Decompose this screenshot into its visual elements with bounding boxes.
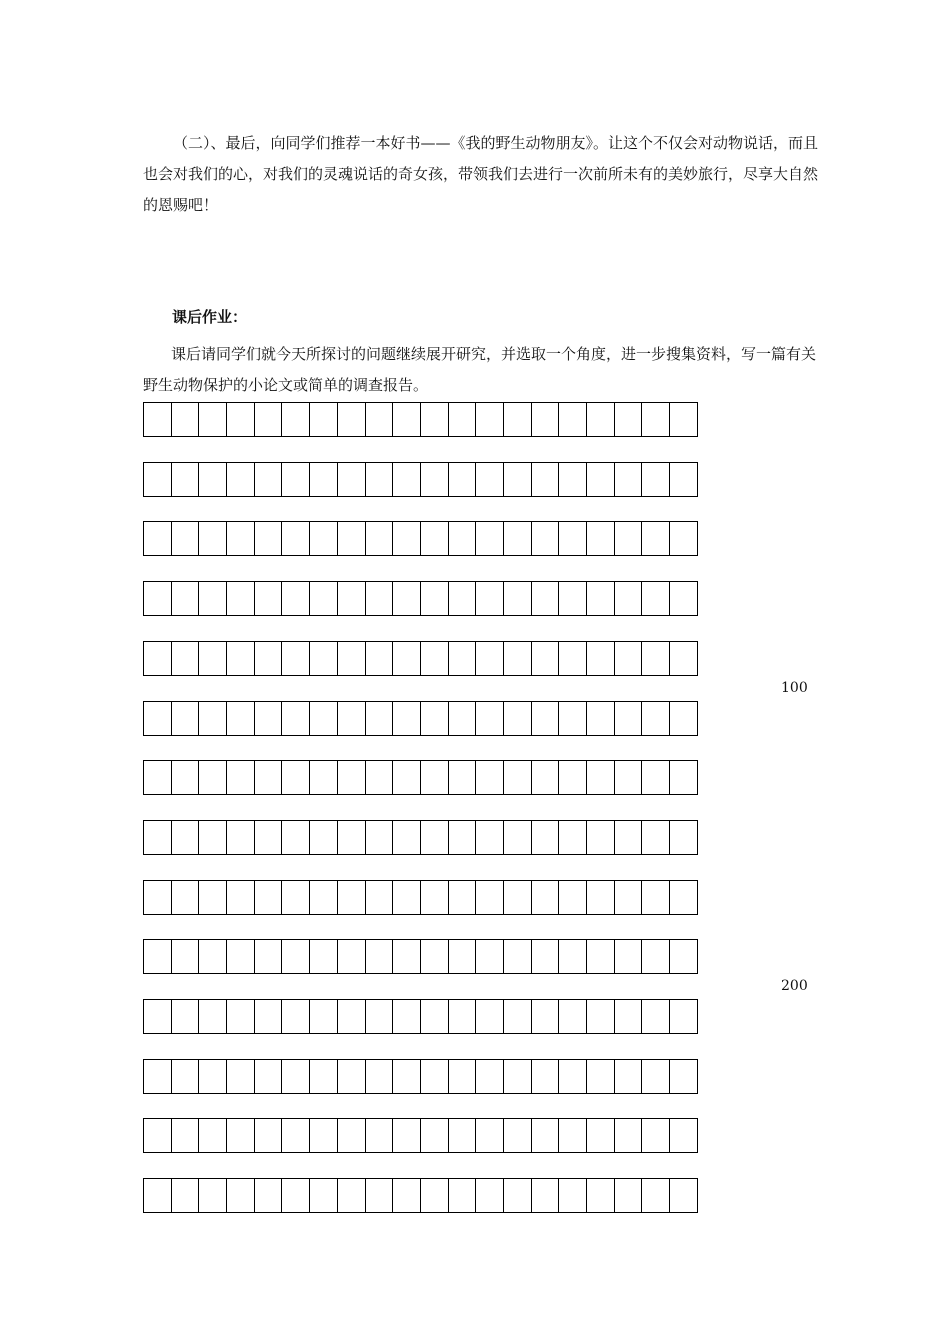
grid-cell[interactable]	[337, 521, 366, 556]
grid-cell[interactable]	[531, 939, 560, 974]
grid-cell[interactable]	[475, 999, 504, 1034]
grid-cell[interactable]	[669, 641, 698, 676]
grid-cell[interactable]	[503, 521, 532, 556]
grid-cell[interactable]	[198, 402, 227, 437]
grid-cell[interactable]	[226, 462, 255, 497]
grid-cell[interactable]	[365, 880, 394, 915]
grid-cell[interactable]	[365, 581, 394, 616]
grid-cell[interactable]	[586, 999, 615, 1034]
grid-cell[interactable]	[143, 641, 172, 676]
grid-cell[interactable]	[586, 760, 615, 795]
grid-cell[interactable]	[641, 820, 670, 855]
grid-cell[interactable]	[309, 1118, 338, 1153]
grid-cell[interactable]	[143, 1118, 172, 1153]
grid-cell[interactable]	[171, 1059, 200, 1094]
grid-cell[interactable]	[531, 820, 560, 855]
grid-cell[interactable]	[392, 1118, 421, 1153]
grid-cell[interactable]	[558, 1118, 587, 1153]
grid-cell[interactable]	[281, 462, 310, 497]
grid-cell[interactable]	[365, 760, 394, 795]
grid-cell[interactable]	[254, 1118, 283, 1153]
grid-cell[interactable]	[558, 820, 587, 855]
grid-cell[interactable]	[641, 1059, 670, 1094]
recommendation-paragraph: （二）、最后，向同学们推荐一本好书——《我的野生动物朋友》。让这个不仅会对动物说话，而且也会对我们的心，对我们的灵魂说话的奇女孩，带领我们去进行一次前所未有的美妙旅行，尽享大自然的恩赐吧！	[143, 134, 819, 214]
grid-cell[interactable]	[254, 1178, 283, 1213]
grid-cell[interactable]	[420, 1059, 449, 1094]
grid-cell[interactable]	[420, 581, 449, 616]
grid-cell[interactable]	[226, 820, 255, 855]
grid-row	[143, 880, 698, 915]
grid-row	[143, 402, 698, 437]
grid-cell[interactable]	[281, 999, 310, 1034]
grid-cell[interactable]	[641, 701, 670, 736]
grid-cell[interactable]	[143, 820, 172, 855]
grid-cell[interactable]	[641, 1178, 670, 1213]
grid-cell[interactable]	[309, 820, 338, 855]
grid-cell[interactable]	[475, 1118, 504, 1153]
grid-cell[interactable]	[420, 880, 449, 915]
grid-cell[interactable]	[365, 999, 394, 1034]
grid-cell[interactable]	[226, 1118, 255, 1153]
grid-cell[interactable]	[669, 581, 698, 616]
grid-cell[interactable]	[281, 402, 310, 437]
grid-cell[interactable]	[143, 1178, 172, 1213]
grid-cell[interactable]	[392, 939, 421, 974]
grid-cell[interactable]	[337, 999, 366, 1034]
grid-cell[interactable]	[669, 760, 698, 795]
grid-cell[interactable]	[420, 521, 449, 556]
grid-cell[interactable]	[392, 1059, 421, 1094]
grid-cell[interactable]	[226, 939, 255, 974]
grid-cell[interactable]	[365, 462, 394, 497]
grid-cell[interactable]	[254, 462, 283, 497]
grid-cell[interactable]	[448, 760, 477, 795]
grid-cell[interactable]	[281, 641, 310, 676]
grid-cell[interactable]	[392, 521, 421, 556]
grid-cell[interactable]	[614, 1178, 643, 1213]
grid-cell[interactable]	[531, 641, 560, 676]
grid-cell[interactable]	[420, 462, 449, 497]
grid-cell[interactable]	[198, 462, 227, 497]
grid-cell[interactable]	[198, 820, 227, 855]
grid-cell[interactable]	[586, 701, 615, 736]
grid-cell[interactable]	[171, 641, 200, 676]
word-count-marker-200: 200	[781, 978, 808, 994]
grid-cell[interactable]	[309, 701, 338, 736]
grid-cell[interactable]	[586, 402, 615, 437]
grid-cell[interactable]	[641, 999, 670, 1034]
grid-cell[interactable]	[198, 939, 227, 974]
grid-cell[interactable]	[641, 462, 670, 497]
grid-cell[interactable]	[392, 462, 421, 497]
grid-cell[interactable]	[531, 1059, 560, 1094]
grid-cell[interactable]	[503, 402, 532, 437]
grid-cell[interactable]	[171, 521, 200, 556]
grid-cell[interactable]	[669, 1178, 698, 1213]
grid-cell[interactable]	[309, 402, 338, 437]
grid-cell[interactable]	[531, 760, 560, 795]
grid-cell[interactable]	[226, 760, 255, 795]
grid-cell[interactable]	[281, 1059, 310, 1094]
grid-cell[interactable]	[309, 581, 338, 616]
grid-cell[interactable]	[198, 701, 227, 736]
grid-cell[interactable]	[641, 521, 670, 556]
grid-cell[interactable]	[254, 701, 283, 736]
grid-cell[interactable]	[365, 1178, 394, 1213]
grid-cell[interactable]	[420, 999, 449, 1034]
grid-cell[interactable]	[448, 1059, 477, 1094]
grid-row	[143, 760, 698, 795]
grid-cell[interactable]	[254, 760, 283, 795]
grid-cell[interactable]	[337, 880, 366, 915]
grid-cell[interactable]	[226, 1178, 255, 1213]
grid-cell[interactable]	[392, 641, 421, 676]
grid-cell[interactable]	[309, 760, 338, 795]
grid-cell[interactable]	[475, 521, 504, 556]
grid-cell[interactable]	[448, 641, 477, 676]
grid-cell[interactable]	[254, 641, 283, 676]
grid-cell[interactable]	[614, 521, 643, 556]
grid-cell[interactable]	[254, 521, 283, 556]
grid-cell[interactable]	[614, 402, 643, 437]
grid-cell[interactable]	[420, 402, 449, 437]
grid-cell[interactable]	[365, 1118, 394, 1153]
grid-cell[interactable]	[558, 581, 587, 616]
grid-cell[interactable]	[558, 880, 587, 915]
grid-cell[interactable]	[198, 641, 227, 676]
grid-cell[interactable]	[531, 999, 560, 1034]
grid-cell[interactable]	[503, 701, 532, 736]
grid-cell[interactable]	[143, 402, 172, 437]
grid-cell[interactable]	[392, 1178, 421, 1213]
grid-cell[interactable]	[503, 1178, 532, 1213]
grid-row	[143, 999, 698, 1034]
grid-cell[interactable]	[281, 820, 310, 855]
grid-cell[interactable]	[337, 462, 366, 497]
grid-cell[interactable]	[641, 939, 670, 974]
grid-cell[interactable]	[365, 641, 394, 676]
grid-cell[interactable]	[614, 999, 643, 1034]
grid-cell[interactable]	[475, 462, 504, 497]
grid-cell[interactable]	[198, 1118, 227, 1153]
grid-cell[interactable]	[420, 1118, 449, 1153]
grid-cell[interactable]	[669, 521, 698, 556]
grid-cell[interactable]	[143, 939, 172, 974]
grid-cell[interactable]	[143, 999, 172, 1034]
grid-cell[interactable]	[614, 939, 643, 974]
grid-cell[interactable]	[586, 1059, 615, 1094]
grid-cell[interactable]	[420, 939, 449, 974]
grid-cell[interactable]	[254, 581, 283, 616]
grid-cell[interactable]	[226, 581, 255, 616]
grid-row	[143, 521, 698, 556]
grid-row	[143, 1059, 698, 1094]
grid-cell[interactable]	[503, 1059, 532, 1094]
grid-cell[interactable]	[420, 820, 449, 855]
grid-cell[interactable]	[614, 641, 643, 676]
grid-cell[interactable]	[198, 521, 227, 556]
grid-cell[interactable]	[337, 1118, 366, 1153]
grid-cell[interactable]	[531, 880, 560, 915]
grid-cell[interactable]	[503, 581, 532, 616]
grid-cell[interactable]	[669, 1118, 698, 1153]
grid-cell[interactable]	[281, 521, 310, 556]
grid-cell[interactable]	[392, 820, 421, 855]
grid-cell[interactable]	[226, 641, 255, 676]
grid-cell[interactable]	[448, 462, 477, 497]
grid-cell[interactable]	[392, 880, 421, 915]
grid-cell[interactable]	[309, 521, 338, 556]
grid-cell[interactable]	[226, 999, 255, 1034]
grid-cell[interactable]	[586, 641, 615, 676]
grid-cell[interactable]	[226, 521, 255, 556]
grid-cell[interactable]	[143, 760, 172, 795]
grid-cell[interactable]	[614, 880, 643, 915]
grid-cell[interactable]	[337, 1059, 366, 1094]
grid-cell[interactable]	[503, 880, 532, 915]
grid-cell[interactable]	[281, 760, 310, 795]
grid-cell[interactable]	[365, 1059, 394, 1094]
grid-cell[interactable]	[614, 820, 643, 855]
grid-cell[interactable]	[558, 939, 587, 974]
grid-cell[interactable]	[198, 1059, 227, 1094]
grid-cell[interactable]	[669, 701, 698, 736]
grid-row	[143, 641, 698, 676]
grid-cell[interactable]	[309, 939, 338, 974]
grid-cell[interactable]	[558, 641, 587, 676]
grid-cell[interactable]	[448, 1178, 477, 1213]
grid-cell[interactable]	[558, 760, 587, 795]
grid-cell[interactable]	[669, 402, 698, 437]
grid-cell[interactable]	[309, 641, 338, 676]
grid-cell[interactable]	[586, 581, 615, 616]
grid-cell[interactable]	[226, 402, 255, 437]
grid-cell[interactable]	[641, 1118, 670, 1153]
grid-cell[interactable]	[171, 760, 200, 795]
grid-cell[interactable]	[503, 641, 532, 676]
grid-cell[interactable]	[558, 999, 587, 1034]
grid-cell[interactable]	[669, 880, 698, 915]
grid-cell[interactable]	[392, 760, 421, 795]
grid-cell[interactable]	[586, 1178, 615, 1213]
grid-cell[interactable]	[171, 880, 200, 915]
grid-cell[interactable]	[531, 402, 560, 437]
grid-cell[interactable]	[420, 701, 449, 736]
grid-cell[interactable]	[337, 1178, 366, 1213]
grid-cell[interactable]	[614, 1059, 643, 1094]
grid-cell[interactable]	[281, 939, 310, 974]
homework-heading: 课后作业：	[172, 308, 248, 326]
grid-cell[interactable]	[503, 760, 532, 795]
grid-cell[interactable]	[503, 462, 532, 497]
grid-cell[interactable]	[226, 1059, 255, 1094]
grid-cell[interactable]	[309, 880, 338, 915]
word-count-marker-100: 100	[781, 680, 808, 696]
grid-cell[interactable]	[143, 1059, 172, 1094]
grid-cell[interactable]	[281, 701, 310, 736]
grid-cell[interactable]	[448, 820, 477, 855]
grid-cell[interactable]	[198, 760, 227, 795]
grid-cell[interactable]	[365, 939, 394, 974]
grid-cell[interactable]	[143, 880, 172, 915]
grid-cell[interactable]	[448, 999, 477, 1034]
grid-cell[interactable]	[475, 402, 504, 437]
grid-cell[interactable]	[392, 999, 421, 1034]
grid-cell[interactable]	[337, 760, 366, 795]
grid-cell[interactable]	[171, 402, 200, 437]
grid-cell[interactable]	[669, 999, 698, 1034]
grid-cell[interactable]	[254, 999, 283, 1034]
grid-cell[interactable]	[198, 581, 227, 616]
grid-row	[143, 1178, 698, 1213]
grid-cell[interactable]	[586, 462, 615, 497]
grid-cell[interactable]	[143, 701, 172, 736]
grid-cell[interactable]	[641, 760, 670, 795]
grid-cell[interactable]	[392, 701, 421, 736]
grid-cell[interactable]	[171, 701, 200, 736]
grid-row	[143, 1118, 698, 1153]
grid-cell[interactable]	[281, 880, 310, 915]
grid-cell[interactable]	[365, 402, 394, 437]
grid-cell[interactable]	[448, 1118, 477, 1153]
grid-cell[interactable]	[614, 462, 643, 497]
grid-cell[interactable]	[669, 462, 698, 497]
grid-cell[interactable]	[281, 1118, 310, 1153]
grid-cell[interactable]	[641, 402, 670, 437]
grid-cell[interactable]	[558, 521, 587, 556]
grid-cell[interactable]	[586, 939, 615, 974]
grid-cell[interactable]	[531, 701, 560, 736]
homework-instruction: 课后请同学们就今天所探讨的问题继续展开研究，并选取一个角度，进一步搜集资料，写一篇有关野生动物保护的小论文或简单的调查报告。	[143, 345, 817, 394]
grid-cell[interactable]	[309, 1178, 338, 1213]
grid-cell[interactable]	[365, 521, 394, 556]
grid-cell[interactable]	[143, 462, 172, 497]
grid-cell[interactable]	[365, 820, 394, 855]
grid-cell[interactable]	[669, 939, 698, 974]
grid-cell[interactable]	[254, 880, 283, 915]
grid-cell[interactable]	[586, 820, 615, 855]
grid-cell[interactable]	[226, 880, 255, 915]
grid-cell[interactable]	[254, 402, 283, 437]
grid-cell[interactable]	[531, 521, 560, 556]
grid-cell[interactable]	[614, 581, 643, 616]
grid-cell[interactable]	[503, 820, 532, 855]
grid-cell[interactable]	[143, 581, 172, 616]
grid-cell[interactable]	[475, 820, 504, 855]
grid-cell[interactable]	[531, 1178, 560, 1213]
grid-cell[interactable]	[309, 999, 338, 1034]
grid-cell[interactable]	[475, 1178, 504, 1213]
grid-cell[interactable]	[614, 701, 643, 736]
grid-cell[interactable]	[281, 581, 310, 616]
grid-cell[interactable]	[614, 760, 643, 795]
grid-cell[interactable]	[475, 641, 504, 676]
grid-cell[interactable]	[475, 760, 504, 795]
grid-cell[interactable]	[503, 939, 532, 974]
grid-cell[interactable]	[420, 1178, 449, 1213]
grid-cell[interactable]	[171, 581, 200, 616]
grid-cell[interactable]	[171, 462, 200, 497]
grid-cell[interactable]	[226, 701, 255, 736]
grid-cell[interactable]	[337, 581, 366, 616]
grid-cell[interactable]	[337, 701, 366, 736]
grid-cell[interactable]	[531, 462, 560, 497]
grid-cell[interactable]	[503, 999, 532, 1034]
grid-cell[interactable]	[558, 1178, 587, 1213]
grid-cell[interactable]	[392, 581, 421, 616]
grid-cell[interactable]	[198, 999, 227, 1034]
grid-cell[interactable]	[448, 880, 477, 915]
grid-cell[interactable]	[420, 760, 449, 795]
grid-cell[interactable]	[254, 939, 283, 974]
grid-cell[interactable]	[448, 939, 477, 974]
grid-cell[interactable]	[198, 880, 227, 915]
grid-cell[interactable]	[448, 521, 477, 556]
grid-cell[interactable]	[641, 641, 670, 676]
grid-cell[interactable]	[669, 820, 698, 855]
grid-cell[interactable]	[531, 1118, 560, 1153]
grid-cell[interactable]	[669, 1059, 698, 1094]
grid-cell[interactable]	[586, 521, 615, 556]
grid-cell[interactable]	[475, 1059, 504, 1094]
grid-row	[143, 820, 698, 855]
grid-cell[interactable]	[254, 820, 283, 855]
grid-cell[interactable]	[337, 402, 366, 437]
grid-cell[interactable]	[558, 1059, 587, 1094]
grid-row	[143, 701, 698, 736]
grid-cell[interactable]	[171, 999, 200, 1034]
grid-cell[interactable]	[337, 939, 366, 974]
grid-cell[interactable]	[586, 1118, 615, 1153]
grid-cell[interactable]	[475, 581, 504, 616]
grid-cell[interactable]	[143, 521, 172, 556]
grid-cell[interactable]	[558, 462, 587, 497]
grid-row	[143, 581, 698, 616]
grid-cell[interactable]	[475, 880, 504, 915]
grid-cell[interactable]	[171, 1118, 200, 1153]
grid-cell[interactable]	[171, 820, 200, 855]
grid-cell[interactable]	[337, 820, 366, 855]
grid-cell[interactable]	[475, 939, 504, 974]
grid-cell[interactable]	[171, 1178, 200, 1213]
grid-cell[interactable]	[448, 581, 477, 616]
grid-cell[interactable]	[586, 880, 615, 915]
grid-cell[interactable]	[198, 1178, 227, 1213]
grid-cell[interactable]	[448, 402, 477, 437]
grid-cell[interactable]	[309, 462, 338, 497]
grid-cell[interactable]	[614, 1118, 643, 1153]
grid-row	[143, 939, 698, 974]
grid-cell[interactable]	[558, 402, 587, 437]
grid-cell[interactable]	[337, 641, 366, 676]
grid-cell[interactable]	[309, 1059, 338, 1094]
grid-cell[interactable]	[420, 641, 449, 676]
grid-cell[interactable]	[254, 1059, 283, 1094]
grid-cell[interactable]	[641, 880, 670, 915]
grid-cell[interactable]	[531, 581, 560, 616]
grid-cell[interactable]	[281, 1178, 310, 1213]
grid-cell[interactable]	[448, 701, 477, 736]
grid-cell[interactable]	[392, 402, 421, 437]
grid-cell[interactable]	[475, 701, 504, 736]
grid-cell[interactable]	[365, 701, 394, 736]
grid-cell[interactable]	[558, 701, 587, 736]
grid-cell[interactable]	[503, 1118, 532, 1153]
grid-cell[interactable]	[641, 581, 670, 616]
grid-cell[interactable]	[171, 939, 200, 974]
grid-row	[143, 462, 698, 497]
